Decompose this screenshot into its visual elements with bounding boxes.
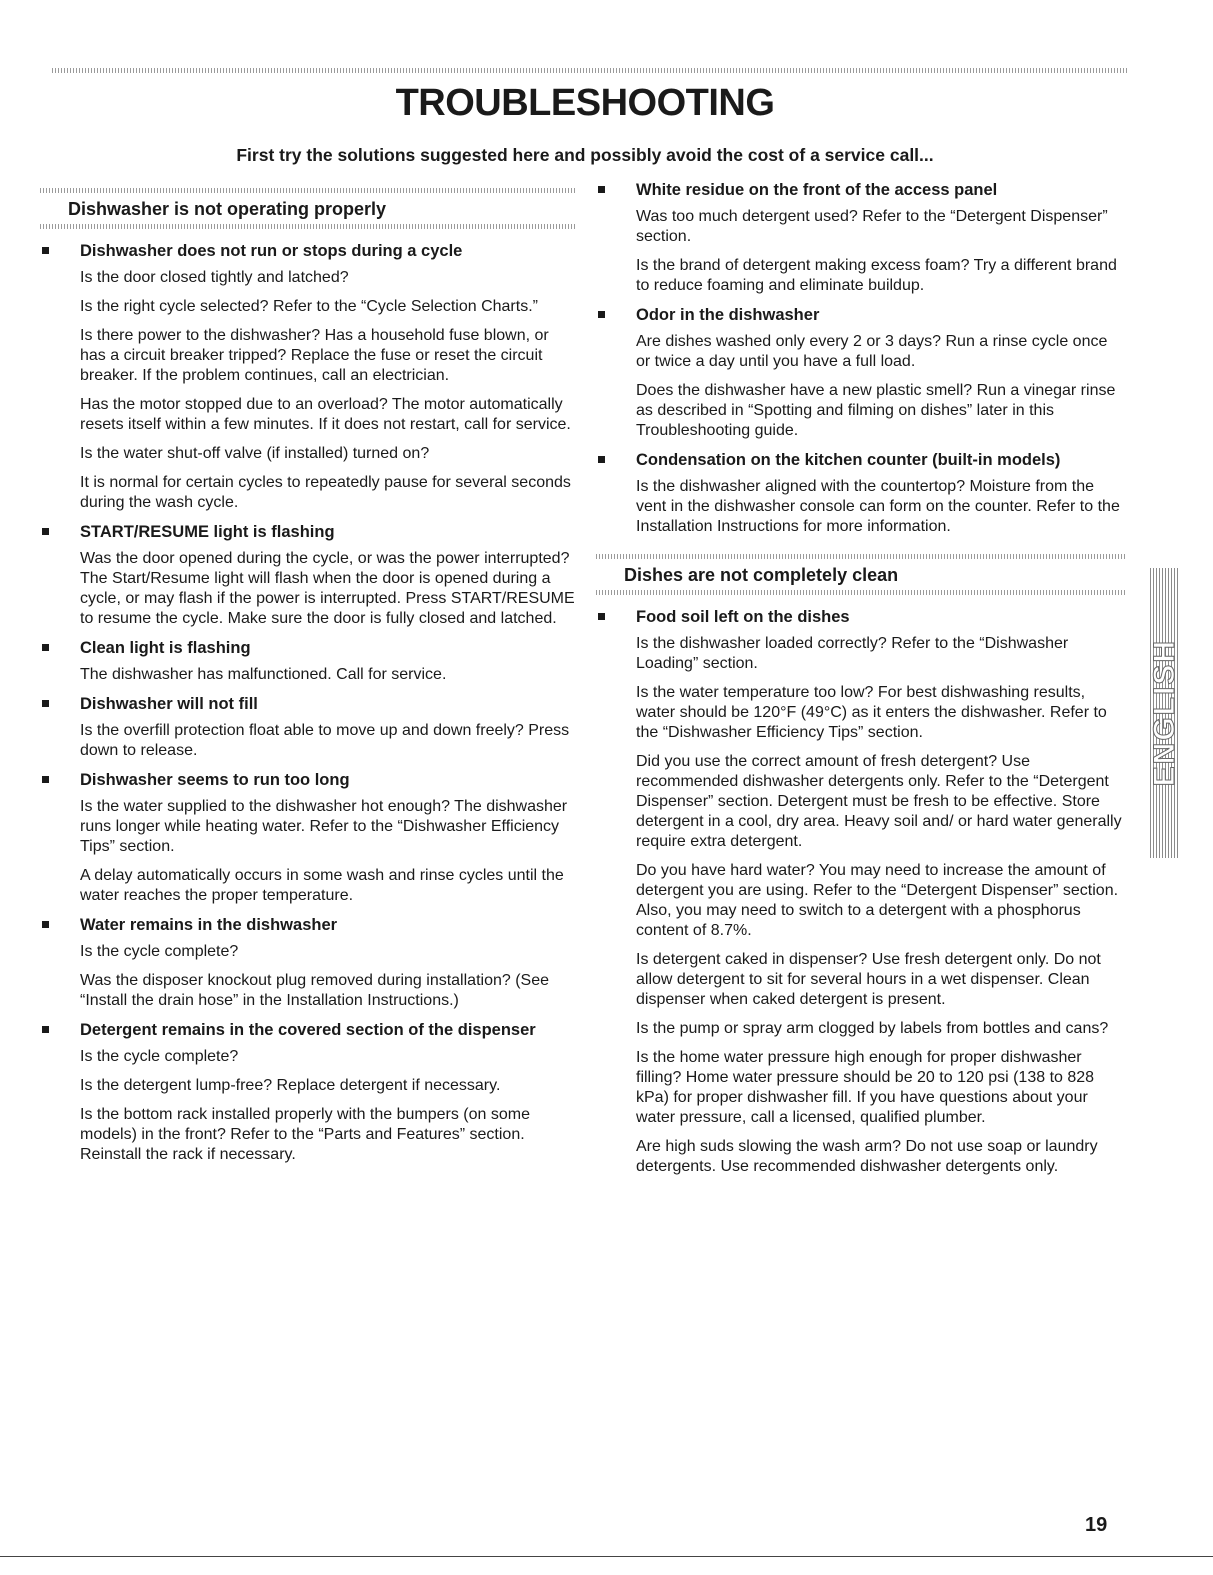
right-items-bottom-list xyxy=(596,607,1126,1177)
item-paragraph: Is the door closed tightly and latched? xyxy=(80,269,349,286)
troubleshooting-item xyxy=(40,241,575,513)
item-title-text: Condensation on the kitchen counter (built-in models) xyxy=(636,451,1061,469)
item-paragraph: Is the right cycle selected? Refer to the “Cycle Selection Charts.” xyxy=(80,298,538,315)
item-paragraph: Do you have hard water? You may need to increase the amount of detergent you are using. Refer to the “Detergent Dispenser” section. Also, you may need to switch to a detergent with a phosphorus content of 8.7%. xyxy=(636,862,1119,939)
bullet-square-icon xyxy=(42,1026,49,1033)
troubleshooting-item xyxy=(40,638,575,685)
bullet-square-icon xyxy=(42,644,49,651)
language-tab-label: ENGLISH xyxy=(1148,639,1181,787)
bullet-square-icon xyxy=(42,921,49,928)
section-hatch-bottom xyxy=(596,590,1126,595)
item-title xyxy=(40,241,575,261)
bottom-rule xyxy=(0,1556,1213,1557)
item-paragraph: Is the water temperature too low? For best dishwashing results, water should be 120°F (49°C) as it enters the dishwasher. Refer to the “Dishwasher Efficiency Tips” section. xyxy=(636,684,1107,741)
item-title-text: Odor in the dishwasher xyxy=(636,306,820,324)
right-items-top-list xyxy=(596,180,1126,537)
item-paragraph: Is the dishwasher aligned with the countertop? Moisture from the vent in the dishwasher console can form on the counter. Refer to the Installation Instructions for more information. xyxy=(636,478,1120,535)
top-hatch-band xyxy=(52,68,1128,73)
bullet-square-icon xyxy=(42,247,49,254)
item-paragraph: Does the dishwasher have a new plastic smell? Run a vinegar rinse as described in “Spotting and filming on dishes” later in this Troubleshooting guide. xyxy=(636,382,1116,439)
item-title-text: START/RESUME light is flashing xyxy=(80,523,335,541)
item-paragraph: Is the water supplied to the dishwasher hot enough? The dishwasher runs longer while heating water. Refer to the “Dishwasher Efficiency Tips” section. xyxy=(80,798,568,855)
item-title xyxy=(40,638,575,658)
section-hatch-bottom xyxy=(40,224,575,229)
item-paragraph: Has the motor stopped due to an overload? The motor automatically resets itself within a few minutes. If it does not restart, call for service. xyxy=(80,396,571,433)
item-paragraph: Was too much detergent used? Refer to the “Detergent Dispenser” section. xyxy=(636,208,1108,245)
item-title-text: Clean light is flashing xyxy=(80,639,251,657)
troubleshooting-item xyxy=(40,694,575,761)
section-header-not-clean xyxy=(596,546,1126,601)
item-paragraph: Is the cycle complete? xyxy=(80,943,239,960)
item-title-text: Dishwasher will not fill xyxy=(80,695,258,713)
item-paragraph: Did you use the correct amount of fresh detergent? Use recommended dishwasher detergents only. Refer to the “Detergent Dispenser” section. Detergent must be fresh to be effective. Store detergent in a cool, dry area. Heavy soil and/ or hard water generally require extra detergent. xyxy=(636,753,1122,850)
item-paragraph: Is detergent caked in dispenser? Use fresh detergent only. Do not allow detergent to sit for several hours in a wet dispenser. Clean dispenser when caked detergent is present. xyxy=(636,951,1101,1008)
page-title: TROUBLESHOOTING xyxy=(395,82,775,124)
item-paragraph: Are high suds slowing the wash arm? Do not use soap or laundry detergents. Use recommended dishwasher detergents only. xyxy=(636,1138,1098,1175)
item-paragraph: Is the home water pressure high enough for proper dishwasher filling? Home water pressure should be 20 to 120 psi (138 to 828 kPa) for proper dishwasher fill. If you have questions about your water pressure, call a licensed, qualified plumber. xyxy=(636,1049,1095,1126)
section-hatch-top xyxy=(40,188,575,193)
bullet-square-icon xyxy=(598,311,605,318)
item-paragraph: Is the overfill protection float able to move up and down freely? Press down to release. xyxy=(80,722,570,759)
item-title xyxy=(596,305,1126,325)
section-title: Dishes are not completely clean xyxy=(624,565,899,585)
item-paragraph: A delay automatically occurs in some wash and rinse cycles until the water reaches the proper temperature. xyxy=(80,867,564,904)
right-column xyxy=(596,180,1126,1186)
item-paragraph: Is the bottom rack installed properly with the bumpers (on some models) in the front? Refer to the “Parts and Features” section. Reinstall the rack if necessary. xyxy=(80,1106,530,1163)
item-title-text: White residue on the front of the access panel xyxy=(636,181,998,199)
item-paragraph: Was the door opened during the cycle, or was the power interrupted? The Start/Resume light will flash when the door is opened during a cycle, or may flash if the power is interrupted. Press START/RESUME to resume the cycle. Make sure the door is fully closed and latched. xyxy=(80,550,575,627)
item-title xyxy=(40,770,575,790)
item-paragraph: It is normal for certain cycles to repeatedly pause for several seconds during the wash cycle. xyxy=(80,474,571,511)
bullet-square-icon xyxy=(42,776,49,783)
section-title: Dishwasher is not operating properly xyxy=(68,199,387,219)
bullet-square-icon xyxy=(42,528,49,535)
troubleshooting-item xyxy=(40,522,575,629)
troubleshooting-item xyxy=(40,915,575,1011)
item-paragraph: Is the brand of detergent making excess foam? Try a different brand to reduce foaming and eliminate buildup. xyxy=(636,257,1117,294)
item-title xyxy=(40,1020,575,1040)
item-paragraph: Is the cycle complete? xyxy=(80,1048,239,1065)
item-paragraph: Is the pump or spray arm clogged by labels from bottles and cans? xyxy=(636,1020,1109,1037)
item-paragraph: Is there power to the dishwasher? Has a household fuse blown, or has a circuit breaker tripped? Replace the fuse or reset the circuit breaker. If the problem continues, call an electrician. xyxy=(80,327,549,384)
item-paragraph: Are dishes washed only every 2 or 3 days? Run a rinse cycle once or twice a day until you have a full load. xyxy=(636,333,1108,370)
left-column xyxy=(40,180,575,1174)
troubleshooting-item xyxy=(596,180,1126,296)
item-paragraph: Is the dishwasher loaded correctly? Refer to the “Dishwasher Loading” section. xyxy=(636,635,1069,672)
bullet-square-icon xyxy=(598,456,605,463)
section-header-not-operating xyxy=(40,180,575,235)
troubleshooting-item xyxy=(40,770,575,906)
troubleshooting-item xyxy=(596,450,1126,537)
troubleshooting-item xyxy=(596,607,1126,1177)
language-side-tab xyxy=(1150,568,1180,858)
item-title xyxy=(40,694,575,714)
bullet-square-icon xyxy=(598,613,605,620)
item-title xyxy=(596,180,1126,200)
item-title-text: Water remains in the dishwasher xyxy=(80,916,338,934)
left-items-list xyxy=(40,241,575,1165)
item-title-text: Food soil left on the dishes xyxy=(636,608,850,626)
section-hatch-top xyxy=(596,554,1126,559)
item-title-text: Dishwasher seems to run too long xyxy=(80,771,350,789)
troubleshooting-item xyxy=(596,305,1126,441)
item-title-text: Detergent remains in the covered section of the dispenser xyxy=(80,1021,536,1039)
item-title xyxy=(596,450,1126,470)
bullet-square-icon xyxy=(42,700,49,707)
page-number: 19 xyxy=(1085,1514,1108,1536)
troubleshooting-item xyxy=(40,1020,575,1165)
item-paragraph: Is the water shut-off valve (if installed) turned on? xyxy=(80,445,430,462)
item-paragraph: Is the detergent lump-free? Replace detergent if necessary. xyxy=(80,1077,501,1094)
item-paragraph: The dishwasher has malfunctioned. Call for service. xyxy=(80,666,447,683)
item-title xyxy=(40,522,575,542)
item-paragraph: Was the disposer knockout plug removed during installation? (See “Install the drain hose” in the Installation Instructions.) xyxy=(80,972,549,1009)
item-title-text: Dishwasher does not run or stops during a cycle xyxy=(80,242,463,260)
item-title xyxy=(40,915,575,935)
item-title xyxy=(596,607,1126,627)
page-subtitle: First try the solutions suggested here and possibly avoid the cost of a service call... xyxy=(236,145,934,165)
bullet-square-icon xyxy=(598,186,605,193)
